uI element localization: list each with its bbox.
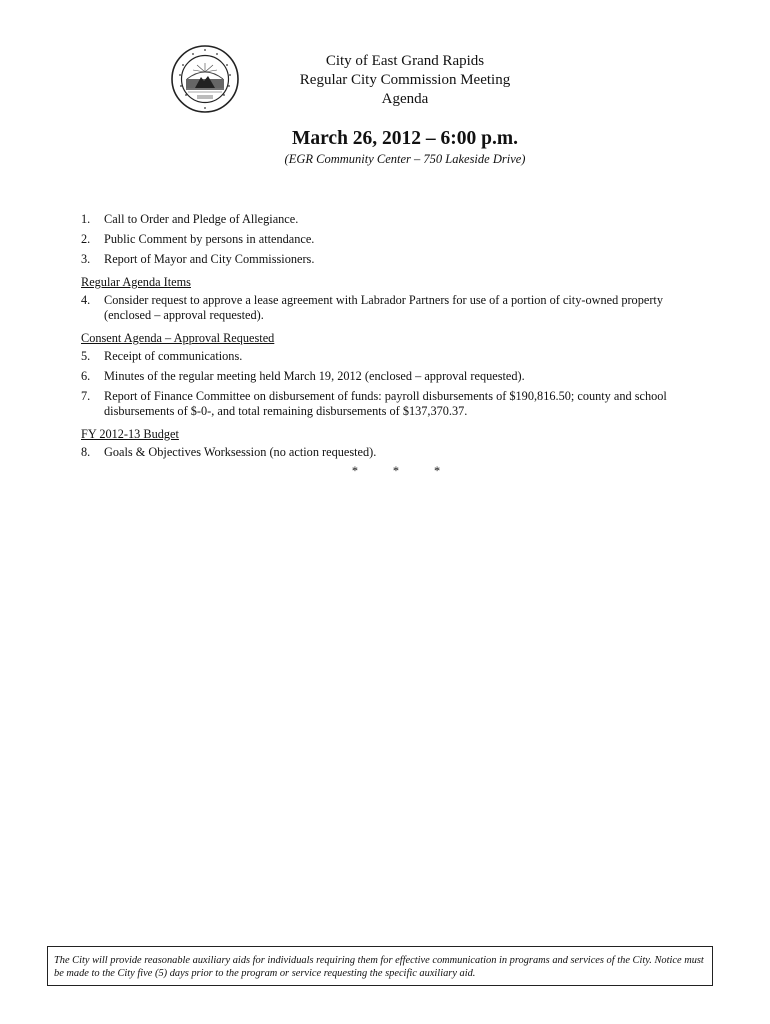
- section-heading-consent: Consent Agenda – Approval Requested: [81, 331, 275, 345]
- section-heading-budget: FY 2012-13 Budget: [81, 427, 179, 441]
- divider-star: *: [434, 464, 441, 478]
- item-number: 4.: [81, 293, 91, 307]
- agenda-item: [81, 369, 701, 384]
- agenda-item: [81, 232, 701, 247]
- item-text: Report of Finance Committee on disbursement of funds: payroll disbursements of $190,816.50; county and school disbursements of $-0-, and total remaining disbursements of $137,370.37.: [104, 389, 667, 418]
- divider-star: *: [351, 464, 358, 478]
- agenda-item: [81, 293, 701, 323]
- accessibility-notice-box: [47, 946, 713, 986]
- agenda-item: [81, 212, 701, 227]
- section-heading-regular: Regular Agenda Items: [81, 275, 191, 289]
- item-number: 8.: [81, 445, 91, 459]
- city-seal-logo: [171, 45, 239, 113]
- agenda-item: [81, 349, 701, 364]
- document-header: [250, 52, 560, 109]
- agenda-list: [81, 212, 701, 479]
- item-text: Public Comment by persons in attendance.: [104, 232, 315, 246]
- item-number: 5.: [81, 349, 91, 363]
- meeting-title: Regular City Commission Meeting: [299, 72, 511, 88]
- item-text: Consider request to approve a lease agreement with Labrador Partners for use of a portion of city-owned property (enclosed – approval requested).: [104, 293, 663, 322]
- item-number: 2.: [81, 232, 91, 246]
- accessibility-notice-text: The City will provide reasonable auxiliary aids for individuals requiring them for effective communication in programs and services of the City. Notice must be made to the City five (5) days prior to the program or service requesting the specific auxiliary aid.: [54, 955, 704, 979]
- item-text: Call to Order and Pledge of Allegiance.: [104, 212, 299, 226]
- agenda-item: [81, 389, 701, 419]
- document-type: Agenda: [381, 91, 429, 107]
- divider-star: *: [392, 464, 400, 478]
- item-number: 7.: [81, 389, 91, 403]
- item-text: Minutes of the regular meeting held March 19, 2012 (enclosed – approval requested).: [104, 369, 525, 383]
- item-number: 6.: [81, 369, 91, 383]
- item-text: Receipt of communications.: [104, 349, 243, 363]
- item-text: Goals & Objectives Worksession (no action requested).: [104, 445, 377, 459]
- item-number: 3.: [81, 252, 91, 266]
- section-divider: [81, 464, 701, 479]
- meeting-venue: (EGR Community Center – 750 Lakeside Drive): [284, 152, 526, 166]
- meeting-date: March 26, 2012 – 6:00 p.m.: [291, 128, 519, 149]
- agenda-item: [81, 252, 701, 267]
- item-number: 1.: [81, 212, 91, 226]
- agenda-item: [81, 445, 701, 460]
- city-name: City of East Grand Rapids: [325, 53, 485, 69]
- item-text: Report of Mayor and City Commissioners.: [104, 252, 315, 266]
